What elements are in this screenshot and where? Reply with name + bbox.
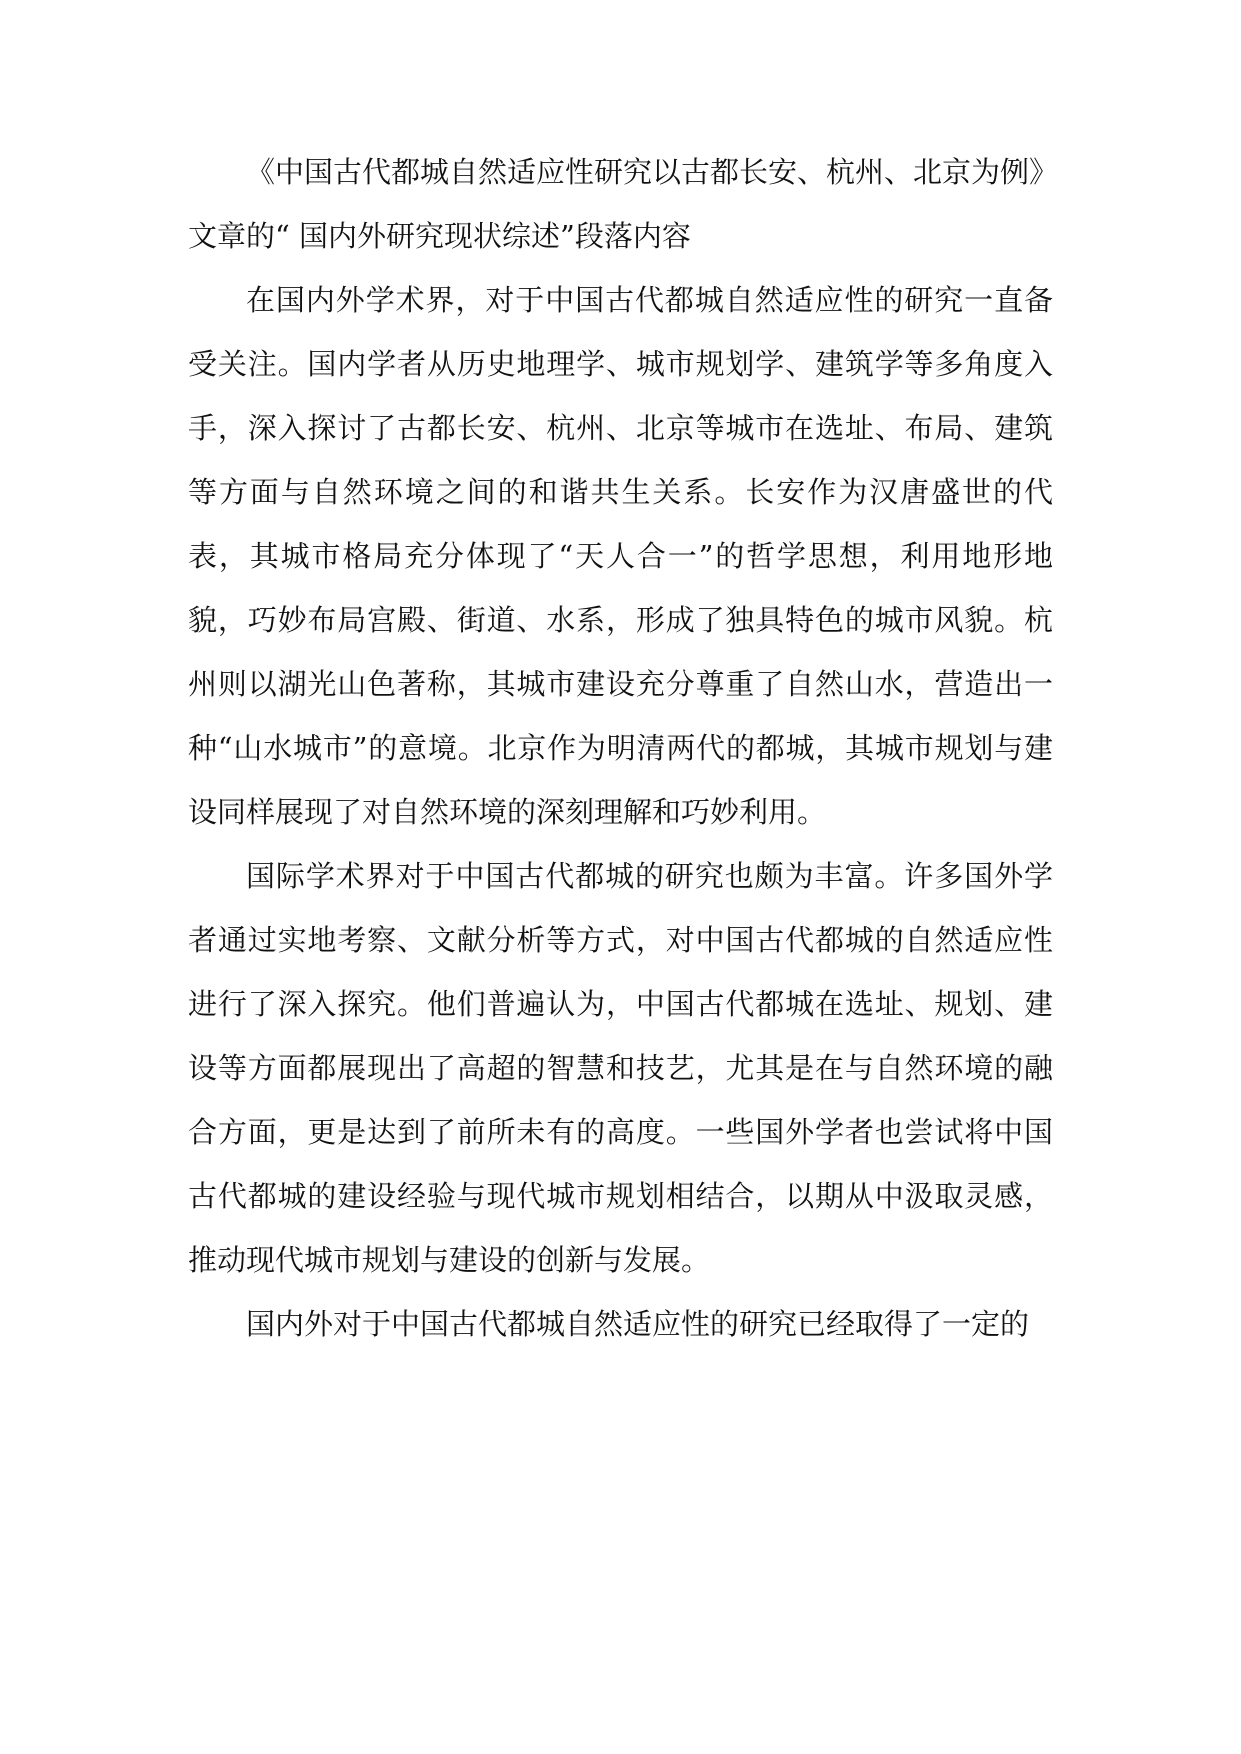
title-line-2: 文章的“ 国内外研究现状综述”段落内容 [188, 219, 691, 253]
paragraph-1: 在国内外学术界，对于中国古代都城自然适应性的研究一直备受关注。国内学者从历史地理学、城市规划学、建筑学等多角度入手，深入探讨了古都长安、杭州、北京等城市在选址、布局、建筑等方面与自然环境之间的和谐共生关系。长安作为汉唐盛世的代表，其城市格局充分体现了“天人合一”的哲学思想，利用地形地貌，巧妙布局宫殿、街道、水系，形成了独具特色的城市风貌。杭州则以湖光山色著称，其城市建设充分尊重了自然山水，营造出一种“山水城市”的意境。北京作为明清两代的都城，其城市规划与建设同样展现了对自然环境的深刻理解和巧妙利用。 [188, 283, 1053, 829]
document-body [188, 140, 1059, 1356]
document-title [188, 140, 1059, 268]
paragraph-3: 国内外对于中国古代都城自然适应性的研究已经取得了一定的 [246, 1307, 1030, 1341]
title-line-1: 《中国古代都城自然适应性研究以古都长安、杭州、北京为例》 [246, 155, 1059, 189]
paragraph-2: 国际学术界对于中国古代都城的研究也颇为丰富。许多国外学者通过实地考察、文献分析等方式，对中国古代都城的自然适应性进行了深入探究。他们普遍认为，中国古代都城在选址、规划、建设等方面都展现出了高超的智慧和技艺，尤其是在与自然环境的融合方面，更是达到了前所未有的高度。一些国外学者也尝试将中国古代都城的建设经验与现代城市规划相结合，以期从中汲取灵感，推动现代城市规划与建设的创新与发展。 [188, 859, 1053, 1277]
